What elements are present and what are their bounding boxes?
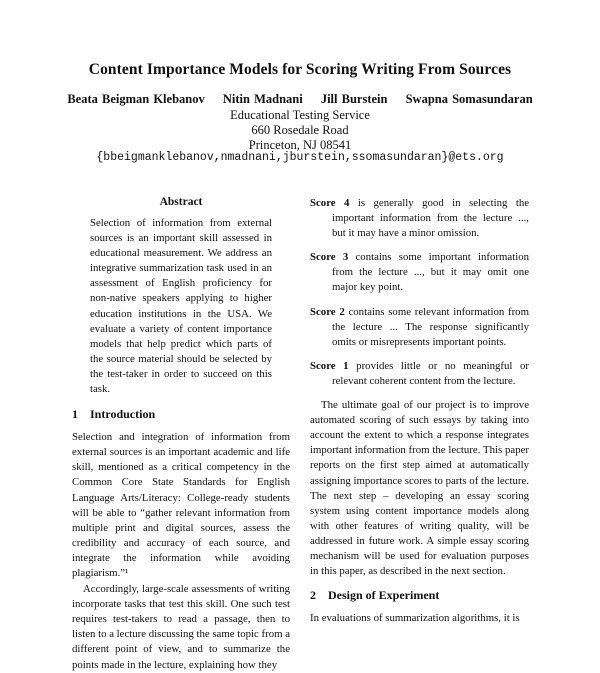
section-title: Design of Experiment (328, 588, 440, 603)
right-column (310, 196, 529, 626)
affiliation-line: Princeton, NJ 08541 (248, 138, 352, 152)
author-name: Beata Beigman Klebanov (67, 92, 205, 106)
section-heading-introduction (72, 407, 290, 422)
body-paragraph: Accordingly, large-scale assessments of writing incorporate tasks that test this skill. One such test requires test-takers to read a passage, then to listen to a lecture discussing the same topic from a different point of view, and to summarize the points made in the lecture, explaining how they (72, 583, 290, 671)
body-paragraph: Selection and integration of information from external sources is an important academic and life skill, mentioned as a critical competency in the Common Core State Standards for English Language Arts/Literacy: College-ready students will be able to “gather relevant information from multiple print and digital sources, assess the credibility and accuracy of each source, and integrate the information while avoiding plagiarism.”¹ (72, 431, 290, 579)
author-name: Nitin Madnani (222, 92, 303, 106)
left-column (72, 196, 290, 673)
score-description (310, 196, 529, 241)
body-paragraph: In evaluations of summarization algorithms, it is (310, 612, 520, 625)
author-name: Swapna Somasundaran (405, 92, 533, 106)
body-paragraph: The ultimate goal of our project is to improve automated scoring of such essays by taking into account the extent to which a response integrates important information from the lecture. This paper reports on the first step aimed at automatically assigning importance scores to parts of the lecture. The next step – developing an essay scoring system using content importance models along with other features of writing quality, will be addressed in future work. A simple essay scoring mechanism will be used for evaluation purposes in this paper, as described in the next section. (310, 399, 529, 578)
score-description (310, 305, 529, 350)
score-label: Score 3 (310, 251, 349, 264)
affiliation-line: Educational Testing Service (230, 108, 370, 122)
abstract-heading: Abstract (159, 196, 203, 208)
score-description (310, 359, 529, 389)
section-number: 2 (310, 588, 316, 603)
score-text: contains some relevant information from the lecture ... The response significantly omits or misrepresents important points. (332, 305, 529, 348)
score-label: Score 1 (310, 359, 349, 372)
score-label: Score 2 (310, 305, 345, 318)
paper-title: Content Importance Models for Scoring Writing From Sources (88, 61, 512, 78)
score-description (310, 250, 529, 295)
abstract-text: Selection of information from external sources is an important skill assessed in educational measurement. We address an integrative summarization task used in an assessment of English proficiency for non-native speakers applying to higher education institutions in the USA. We evaluate a variety of content importance models that help predict which parts of the source material should be selected by the test-taker in order to succeed on this task. (90, 217, 272, 396)
section-number: 1 (72, 407, 78, 422)
section-heading-design-of-experiment (310, 588, 529, 603)
score-text: is generally good in selecting the important information from the lecture ..., but it may have a minor omission. (332, 197, 530, 240)
author-name: Jill Burstein (320, 92, 388, 106)
score-text: provides little or no meaningful or relevant coherent content from the lecture. (332, 359, 530, 387)
affiliation-line: 660 Rosedale Road (251, 123, 349, 137)
score-label: Score 4 (310, 197, 350, 209)
section-title: Introduction (90, 407, 156, 422)
score-text: contains some important information from the lecture ..., but it may omit one major key point. (332, 251, 530, 294)
author-emails: {bbeigmanklebanov,nmadnani,jburstein,ssomasundaran}@ets.org (96, 151, 504, 164)
author-list (0, 92, 600, 107)
